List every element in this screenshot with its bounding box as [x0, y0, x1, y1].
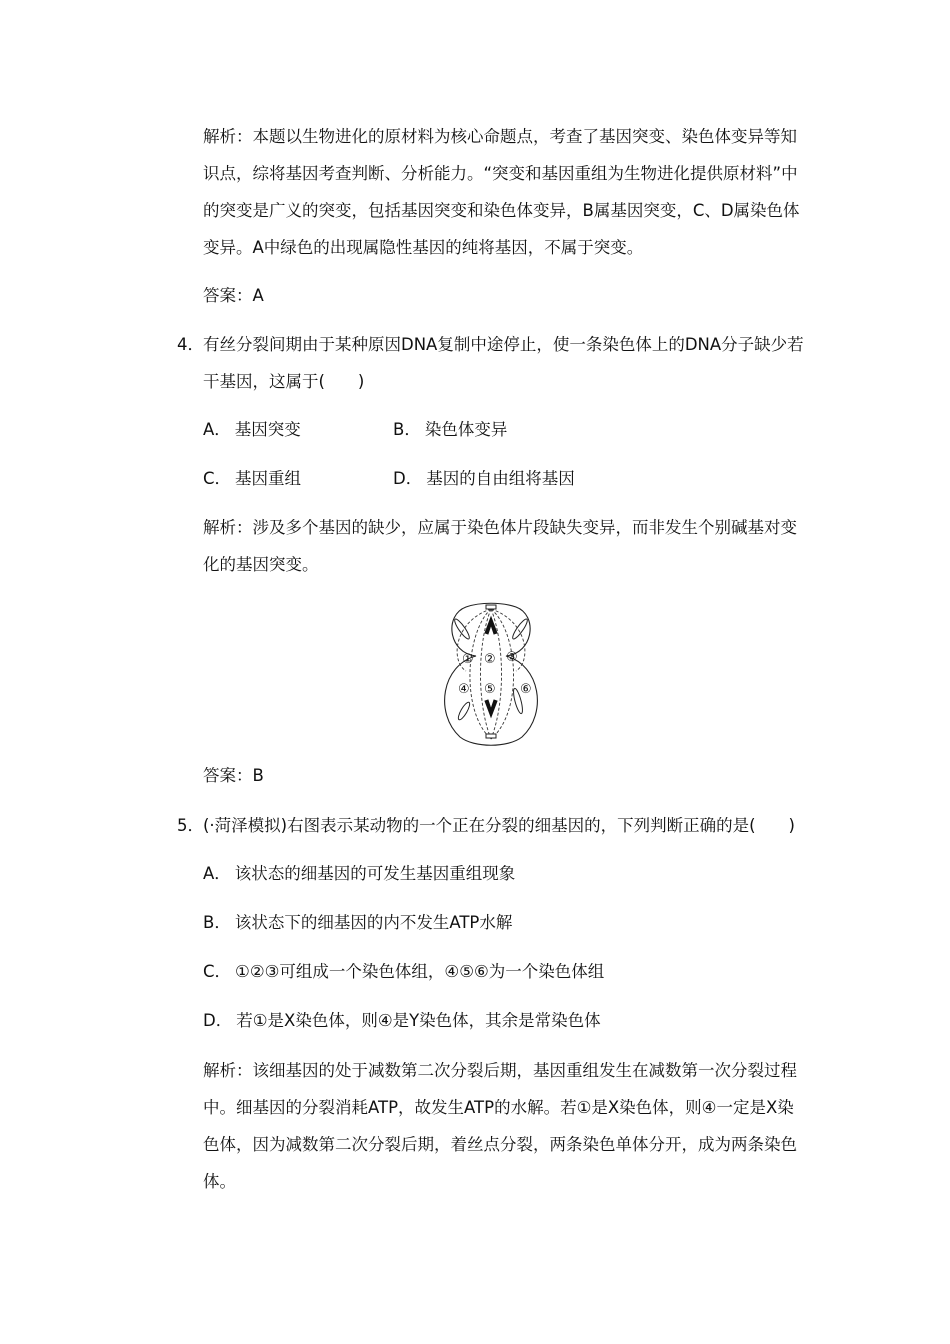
option-key: D． — [393, 469, 423, 488]
q5-option-d[interactable] — [203, 1009, 601, 1033]
dividing-cell-figure — [436, 601, 546, 749]
option-text: 基因的自由组将基因 — [426, 469, 575, 488]
q4-stem — [177, 326, 808, 400]
option-text: 若①是X染色体，则④是Y染色体，其余是常染色体 — [236, 1011, 601, 1030]
option-key: D． — [203, 1011, 233, 1030]
option-text: ①②③可组成一个染色体组，④⑤⑥为一个染色体组 — [235, 962, 605, 981]
label-1: ① — [462, 652, 474, 667]
chromosome-1 — [453, 617, 472, 640]
option-key: A． — [203, 420, 231, 439]
q4-answer: 答案：B — [203, 766, 264, 785]
q4-stem-text: 有丝分裂间期由于某种原因DNA复制中途停止，使一条染色体上的DNA分子缺少若干基因，这属于( ) — [203, 335, 804, 391]
option-key: C． — [203, 469, 232, 488]
q4-option-a[interactable] — [203, 418, 301, 442]
option-key: C． — [203, 962, 232, 981]
option-text: 基因突变 — [234, 420, 301, 439]
q5-number: 5． — [177, 816, 204, 835]
label-6: ⑥ — [520, 682, 532, 697]
q5-option-b[interactable] — [203, 911, 512, 935]
q5-stem-text: (·菏泽模拟)右图表示某动物的一个正在分裂的细基因的，下列判断正确的是( ) — [203, 816, 795, 835]
option-text: 基因重组 — [235, 469, 302, 488]
option-key: A． — [203, 864, 231, 883]
spindle-fibers — [457, 609, 525, 739]
chromosome-2 — [485, 617, 497, 634]
chromosome-4 — [456, 701, 471, 721]
option-text: 该状态下的细基因的内不发生ATP水解 — [234, 913, 513, 932]
option-key: B． — [393, 420, 421, 439]
q4-number: 4． — [177, 335, 204, 354]
q5-option-a[interactable] — [203, 862, 515, 886]
q5-analysis: 解析：该细基因的处于减数第二次分裂后期，基因重组发生在减数第一次分裂过程中。细基因的分裂消耗ATP，故发生ATP的水解。若①是X染色体，则④一定是X染色体，因为减数第二次分裂后期，着丝点分裂，两条染色单体分开，成为两条染色体。 — [203, 1061, 797, 1191]
q5-stem — [177, 807, 808, 844]
option-key: B． — [203, 913, 231, 932]
chromosome-3 — [511, 617, 530, 640]
label-4: ④ — [458, 682, 470, 697]
label-5: ⑤ — [484, 682, 496, 697]
chromosome-5 — [485, 700, 497, 717]
chromosomes — [485, 617, 497, 717]
figure-labels — [458, 650, 532, 697]
q4-analysis: 解析：涉及多个基因的缺少，应属于染色体片段缺失变异，而非发生个别碱基对变化的基因突变。 — [203, 518, 797, 574]
q5-option-c[interactable] — [203, 960, 604, 984]
option-text: 该状态的细基因的可发生基因重组现象 — [234, 864, 516, 883]
option-text: 染色体变异 — [424, 420, 508, 439]
q3-answer: 答案：A — [203, 286, 264, 305]
q4-option-b[interactable] — [393, 418, 507, 442]
q4-option-d[interactable] — [393, 467, 575, 491]
label-2: ② — [484, 652, 496, 667]
q3-analysis: 解析：本题以生物进化的原材料为核心命题点，考查了基因突变、染色体变异等知识点，综将基因考查判断、分析能力。“突变和基因重组为生物进化提供原材料”中的突变是广义的突变，包括基因突变和染色体变异，B属基因突变，C、D属染色体变异。A中绿色的出现属隐性基因的纯将基因，不属于突变。 — [203, 127, 800, 257]
q4-option-c[interactable] — [203, 467, 301, 491]
label-3: ③ — [506, 650, 518, 665]
